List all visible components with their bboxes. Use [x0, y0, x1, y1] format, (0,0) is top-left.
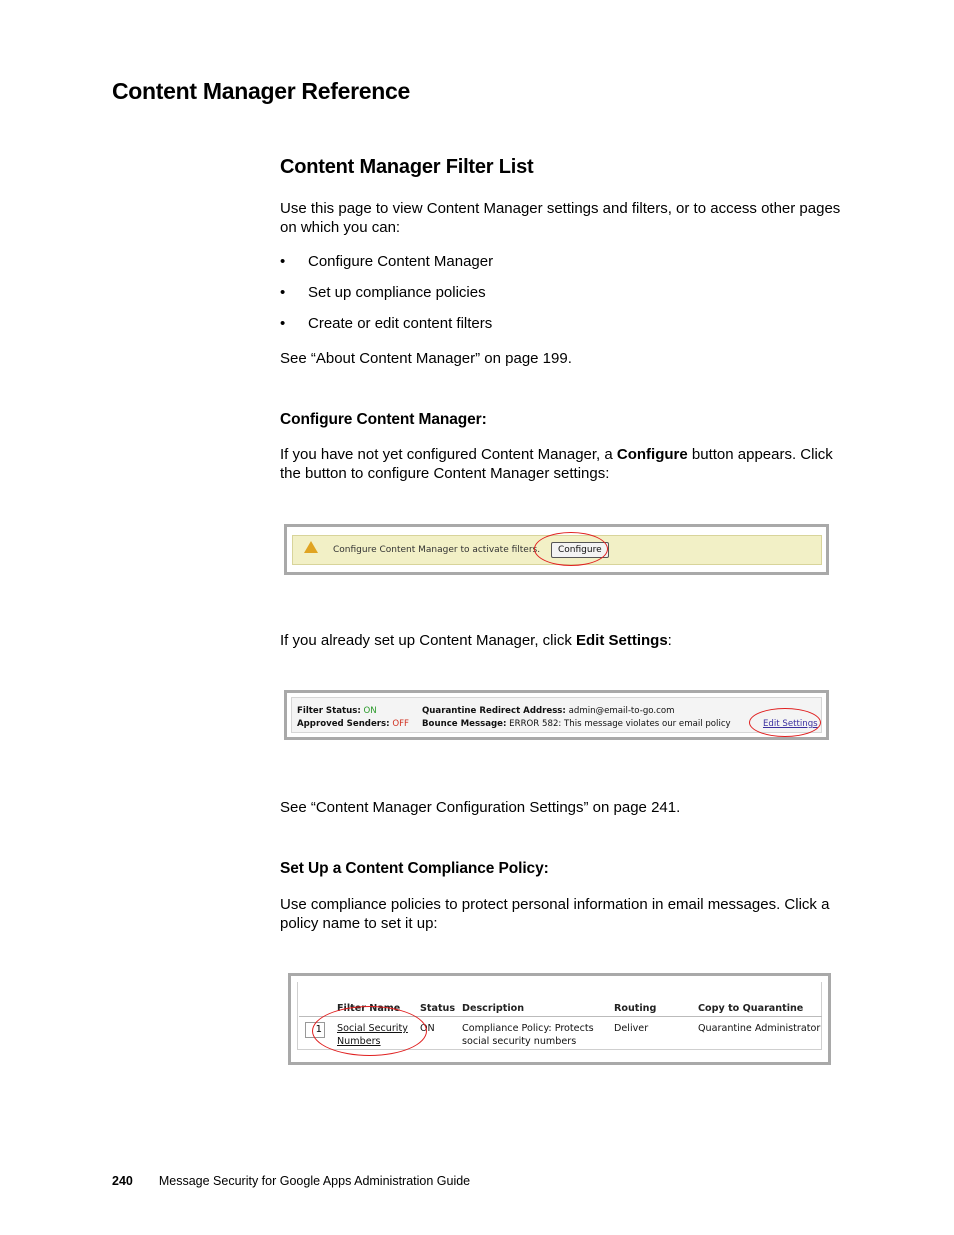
policy-heading: Set Up a Content Compliance Policy:: [280, 860, 549, 877]
section-title: Content Manager Reference: [112, 78, 410, 104]
edit-settings-screenshot: [284, 690, 829, 740]
column-header-description[interactable]: Description: [462, 1003, 525, 1014]
bounce-message: Bounce Message: ERROR 582: This message violates our email policy: [422, 719, 731, 729]
guide-title: Message Security for Google Apps Administration Guide: [158, 1174, 471, 1188]
highlight-circle: [749, 708, 821, 737]
see-about-reference: See “About Content Manager” on page 199.: [280, 350, 572, 367]
configure-screenshot: [284, 524, 829, 575]
filter-status-value: ON: [363, 706, 377, 716]
highlight-circle: [534, 532, 608, 566]
see-config-reference: See “Content Manager Configuration Settings” on page 241.: [280, 799, 681, 816]
configure-paragraph: If you have not yet configured Content Manager, a Configure button appears. Click the button to configure Content Manager settings:: [280, 446, 833, 482]
policy-paragraph: Use compliance policies to protect personal information in email messages. Click a policy name to set it up:: [280, 896, 830, 932]
configure-message: Configure Content Manager to activate filters.: [333, 545, 541, 555]
bullet-text: Set up compliance policies: [308, 284, 486, 301]
bullet-text: Configure Content Manager: [308, 253, 494, 270]
configure-button[interactable]: Configure: [551, 542, 609, 558]
policy-quarantine: Quarantine Administrator: [698, 1023, 821, 1034]
edit-settings-bold: Edit Settings: [576, 632, 668, 649]
list-item: • Create or edit content filters: [280, 315, 493, 332]
policy-status: ON: [420, 1023, 435, 1034]
highlight-circle: [312, 1006, 427, 1056]
configure-heading: Configure Content Manager:: [280, 411, 487, 428]
edit-settings-paragraph: If you already set up Content Manager, click Edit Settings:: [280, 632, 672, 649]
policy-routing: Deliver: [614, 1023, 649, 1034]
policy-table-screenshot: [288, 973, 831, 1065]
column-header-filter-name[interactable]: Filter Name: [337, 1003, 401, 1014]
filter-status: Filter Status: ON: [297, 706, 377, 716]
configure-bold: Configure: [616, 446, 688, 463]
column-header-routing[interactable]: Routing: [614, 1003, 657, 1014]
redirect-address: admin@email-to-go.com: [568, 706, 675, 716]
page-number: 240: [112, 1174, 133, 1188]
edit-settings-link[interactable]: Edit Settings: [763, 719, 818, 729]
bullet-text: Create or edit content filters: [308, 315, 493, 332]
list-item: • Set up compliance policies: [280, 284, 486, 301]
policy-name-link[interactable]: Social Security Numbers: [337, 1023, 408, 1047]
policy-description: Compliance Policy: Protects social security numbers: [462, 1023, 594, 1047]
bounce-message-value: ERROR 582: This message violates our email policy: [509, 719, 731, 729]
approved-senders-value: OFF: [392, 719, 409, 729]
page-footer: [112, 1174, 470, 1188]
approved-senders: Approved Senders: OFF: [297, 719, 409, 729]
subsection-title: Content Manager Filter List: [280, 156, 534, 178]
column-header-status[interactable]: Status: [420, 1003, 456, 1014]
column-header-copy-to-quarantine[interactable]: Copy to Quarantine: [698, 1003, 804, 1014]
order-number-field[interactable]: 1: [305, 1022, 325, 1038]
list-item: • Configure Content Manager: [280, 253, 494, 270]
settings-summary-panel: [291, 697, 822, 733]
quarantine-redirect: Quarantine Redirect Address: admin@email-to-go.com: [422, 706, 675, 716]
intro-paragraph: Use this page to view Content Manager settings and filters, or to access other pages on which you can:: [280, 200, 841, 236]
warning-icon: [304, 541, 318, 553]
